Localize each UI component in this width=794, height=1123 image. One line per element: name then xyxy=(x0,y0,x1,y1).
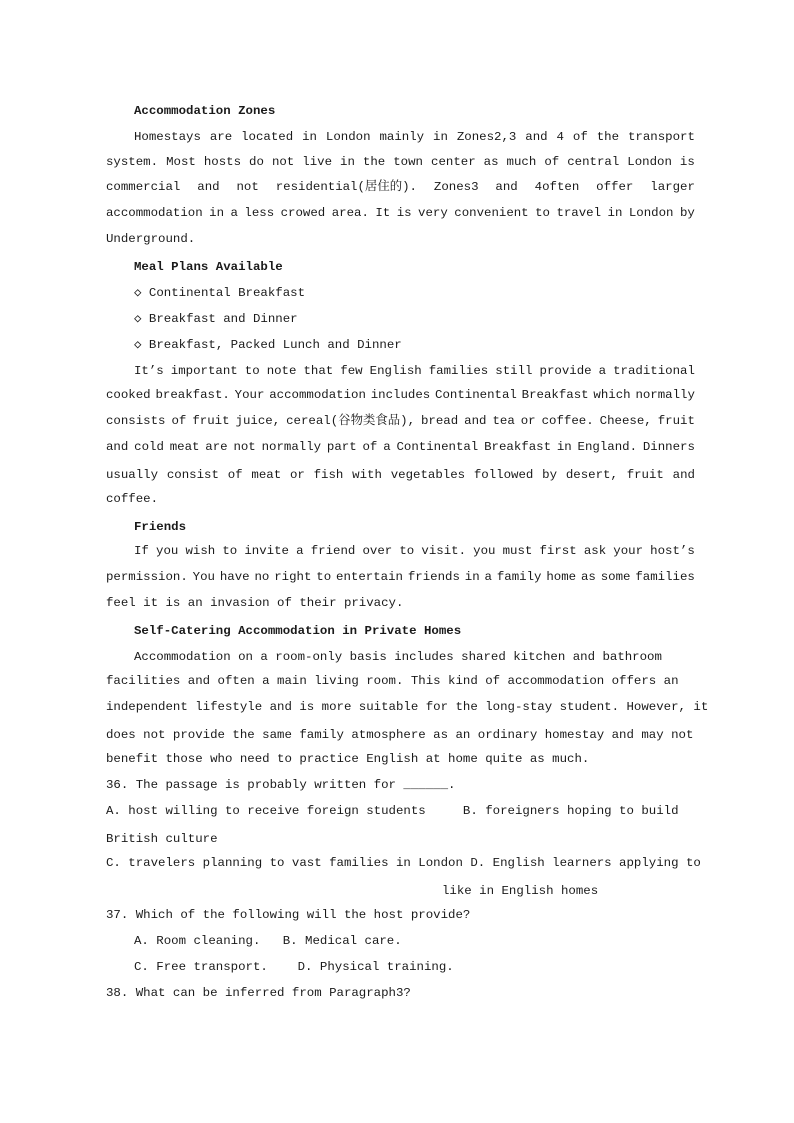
word: Zones2,3 xyxy=(456,130,517,144)
word: a xyxy=(598,364,607,378)
word: desert, xyxy=(565,468,618,482)
question-37-stem: 37. Which of the following will the host provide? xyxy=(106,908,471,922)
word: consist xyxy=(166,468,219,482)
word: of xyxy=(362,440,378,454)
paragraph-line xyxy=(134,129,695,145)
paragraph-line xyxy=(106,439,695,455)
word: crowed xyxy=(280,206,326,220)
word: normally xyxy=(635,388,695,402)
word: England. xyxy=(577,440,638,454)
word: convenient xyxy=(454,206,529,220)
word: includes xyxy=(370,388,431,402)
word: in xyxy=(209,206,225,220)
word: a xyxy=(230,206,238,220)
word: not xyxy=(271,155,295,169)
word: transport xyxy=(627,130,695,144)
word: ask xyxy=(583,544,607,558)
word: area. xyxy=(331,206,369,220)
word: consists xyxy=(106,414,166,428)
word: commercial xyxy=(106,180,181,194)
word: is xyxy=(396,206,412,220)
paragraph-line: feel it is an invasion of their privacy. xyxy=(106,596,404,610)
word: less xyxy=(244,206,275,220)
word: of xyxy=(544,155,560,169)
paragraph-line: does not provide the same family atmosphere as an ordinary homestay and may not xyxy=(106,728,694,742)
word: and xyxy=(106,440,129,454)
word: travel xyxy=(556,206,602,220)
word: in xyxy=(607,206,623,220)
section-heading-meal-plans: Meal Plans Available xyxy=(134,260,283,274)
word: cooked xyxy=(106,388,151,402)
question-36-options-line: A. host willing to receive foreign students B. foreigners hoping to build xyxy=(106,804,679,818)
word: and xyxy=(464,414,487,428)
word: home xyxy=(546,570,577,584)
word: and xyxy=(495,180,518,194)
word: Dinners xyxy=(642,440,695,454)
word: to xyxy=(222,544,238,558)
word: traditional xyxy=(613,364,695,378)
word: part xyxy=(326,440,357,454)
word: to xyxy=(399,544,415,558)
word: note xyxy=(266,364,297,378)
word: It’s xyxy=(134,364,164,378)
word: do xyxy=(249,155,264,169)
word: as xyxy=(580,570,596,584)
word: Your xyxy=(234,388,265,402)
paragraph-line: independent lifestyle and is more suitable for the long-stay student. However, it xyxy=(106,700,709,714)
word: coffee. xyxy=(541,414,594,428)
word: still xyxy=(495,364,533,378)
paragraph-line xyxy=(106,387,695,403)
word: by xyxy=(679,206,695,220)
word: first xyxy=(539,544,577,558)
word: tea xyxy=(492,414,515,428)
word: host’s xyxy=(650,544,695,558)
word: fish xyxy=(313,468,344,482)
word: Continental xyxy=(396,440,479,454)
word: fruit xyxy=(657,414,695,428)
word: town xyxy=(393,155,423,169)
word: invite xyxy=(244,544,289,558)
word: of xyxy=(171,414,187,428)
word: cereal(谷物类食品), xyxy=(286,414,415,428)
word: vegetables xyxy=(390,468,466,482)
word: families xyxy=(635,570,695,584)
word: London xyxy=(628,206,674,220)
word: very xyxy=(418,206,448,220)
word: and xyxy=(197,180,220,194)
word: have xyxy=(219,570,250,584)
word: meat xyxy=(169,440,200,454)
word: or xyxy=(520,414,536,428)
word: are xyxy=(209,130,233,144)
word: friends xyxy=(407,570,460,584)
word: usually xyxy=(106,468,159,482)
word: right xyxy=(274,570,312,584)
paragraph-line xyxy=(106,154,695,170)
word: normally xyxy=(261,440,322,454)
word: to xyxy=(244,364,260,378)
word: a xyxy=(484,570,492,584)
word: in xyxy=(464,570,480,584)
question-36-options-line: like in English homes xyxy=(442,884,599,898)
word: wish xyxy=(185,544,216,558)
word: meat xyxy=(251,468,282,482)
word: English xyxy=(369,364,422,378)
word: to xyxy=(316,570,332,584)
word: in xyxy=(433,130,448,144)
word: with xyxy=(352,468,382,482)
paragraph-line xyxy=(106,569,695,585)
paragraph-line: coffee. xyxy=(106,492,159,506)
word: the xyxy=(362,155,386,169)
word: system. xyxy=(106,155,159,169)
word: fruit xyxy=(192,414,230,428)
paragraph-line: benefit those who need to practice English at home quite as much. xyxy=(106,752,590,766)
question-36-options-line: British culture xyxy=(106,832,218,846)
list-item: ◇ Breakfast, Packed Lunch and Dinner xyxy=(134,338,402,352)
word: Continental xyxy=(435,388,517,402)
question-37-options-line: A. Room cleaning. B. Medical care. xyxy=(134,934,402,948)
word: provide xyxy=(539,364,592,378)
word: Breakfast xyxy=(484,440,551,454)
word: as xyxy=(483,155,499,169)
word: accommodation xyxy=(269,388,366,402)
paragraph-line xyxy=(134,543,695,559)
word: center xyxy=(431,155,476,169)
word: fruit xyxy=(626,468,664,482)
word: It xyxy=(375,206,391,220)
word: and xyxy=(525,130,548,144)
word: You xyxy=(192,570,215,584)
word: If xyxy=(134,544,149,558)
word: over xyxy=(362,544,393,558)
word: juice, xyxy=(235,414,281,428)
paragraph-line: facilities and often a main living room. This kind of accommodation offers an xyxy=(106,674,679,688)
word: entertain xyxy=(336,570,403,584)
question-36-stem: 36. The passage is probably written for ______. xyxy=(106,778,456,792)
word: of xyxy=(227,468,243,482)
paragraph-line xyxy=(106,179,695,195)
word: or xyxy=(289,468,305,482)
word: Zones3 xyxy=(433,180,479,194)
word: in xyxy=(302,130,317,144)
word: much xyxy=(506,155,537,169)
word: permission. xyxy=(106,570,188,584)
word: which xyxy=(593,388,631,402)
word: few xyxy=(340,364,363,378)
word: mainly xyxy=(379,130,425,144)
word: of xyxy=(572,130,588,144)
section-heading-friends: Friends xyxy=(134,520,187,534)
word: some xyxy=(600,570,631,584)
word: important xyxy=(170,364,238,378)
word: London xyxy=(325,130,371,144)
question-37-options-line: C. Free transport. D. Physical training. xyxy=(134,960,454,974)
paragraph-line xyxy=(134,363,695,379)
list-item: ◇ Continental Breakfast xyxy=(134,286,306,300)
word: Most xyxy=(166,155,196,169)
word: a xyxy=(296,544,304,558)
word: Cheese, xyxy=(599,414,652,428)
word: accommodation xyxy=(106,206,203,220)
word: not xyxy=(236,180,259,194)
word: 4 xyxy=(556,130,564,144)
word: that xyxy=(303,364,334,378)
paragraph-line xyxy=(106,467,695,483)
word: the xyxy=(596,130,620,144)
word: and xyxy=(672,468,695,482)
word: followed xyxy=(473,468,534,482)
word: hosts xyxy=(203,155,242,169)
section-heading-self-catering: Self-Catering Accommodation in Private Homes xyxy=(134,624,462,638)
word: families xyxy=(428,364,489,378)
word: must xyxy=(502,544,533,558)
word: friend xyxy=(310,544,356,558)
word: is xyxy=(679,155,695,169)
word: 4often xyxy=(534,180,580,194)
word: Breakfast xyxy=(521,388,589,402)
word: breakfast. xyxy=(155,388,230,402)
word: live xyxy=(302,155,333,169)
word: in xyxy=(556,440,572,454)
word: London xyxy=(627,155,672,169)
paragraph-line: Accommodation on a room-only basis includes shared kitchen and bathroom xyxy=(134,650,662,664)
word: you xyxy=(473,544,496,558)
section-heading-accommodation-zones: Accommodation Zones xyxy=(134,104,276,118)
list-item: ◇ Breakfast and Dinner xyxy=(134,312,298,326)
word: cold xyxy=(134,440,164,454)
paragraph-line: Underground. xyxy=(106,232,196,246)
paragraph-line xyxy=(106,205,695,221)
word: are xyxy=(205,440,228,454)
word: central xyxy=(567,155,620,169)
word: no xyxy=(254,570,270,584)
word: a xyxy=(383,440,391,454)
word: to xyxy=(535,206,550,220)
word: larger xyxy=(650,180,695,194)
word: offer xyxy=(596,180,634,194)
word: not xyxy=(233,440,256,454)
word: your xyxy=(613,544,644,558)
word: family xyxy=(496,570,542,584)
word: bread xyxy=(420,414,459,428)
word: located xyxy=(241,130,294,144)
question-38-stem: 38. What can be inferred from Paragraph3? xyxy=(106,986,411,1000)
word: by xyxy=(542,468,558,482)
word: residential(居住的). xyxy=(275,180,417,194)
paragraph-line xyxy=(106,413,695,429)
word: visit. xyxy=(421,544,467,558)
word: Homestays xyxy=(134,130,201,144)
word: in xyxy=(340,155,355,169)
question-36-options-line: C. travelers planning to vast families in London D. English learners applying to xyxy=(106,856,701,870)
word: you xyxy=(156,544,179,558)
